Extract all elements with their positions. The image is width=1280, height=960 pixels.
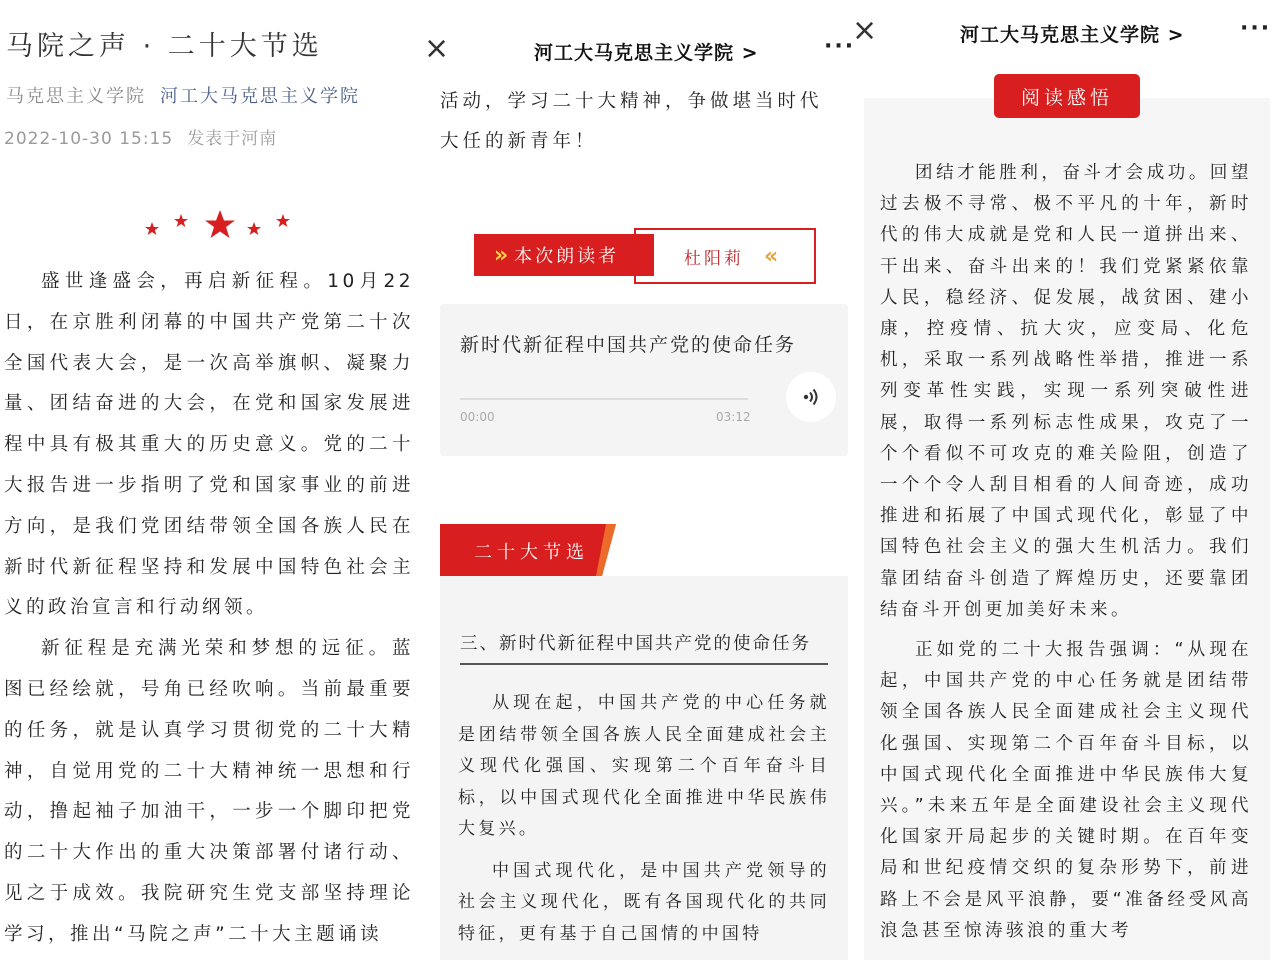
reflection-body: [880, 158, 1252, 956]
publish-location: 发表于河南: [187, 129, 278, 149]
article-title: 马院之声 · 二十大节选: [6, 31, 323, 62]
reader-label: 本次朗读者: [514, 246, 620, 267]
paragraph: 中国式现代化，是中国共产党领导的社会主义现代化，既有各国现代化的共同特征，更有基于自己国情的中国特: [458, 860, 830, 944]
reader-banner: [474, 228, 814, 282]
star-icon: [247, 222, 261, 235]
article-author: 马克思主义学院: [6, 86, 146, 107]
reader-label-box: [474, 234, 654, 276]
close-icon[interactable]: ×: [424, 31, 450, 66]
star-icon: [205, 210, 235, 238]
audio-player[interactable]: [440, 304, 848, 456]
top-bar: [424, 20, 856, 76]
account-title-link[interactable]: 河工大马克思主义学院 >: [534, 42, 759, 64]
double-chevron-left-icon: ‹‹: [764, 243, 775, 269]
article-body: [4, 262, 414, 956]
article-date-line: [4, 124, 277, 149]
paragraph: 盛世逢盛会，再启新征程。10月22日，在京胜利闭幕的中国共产党第二十次全国代表大会，是一次高举旗帜、凝聚力量、团结奋进的大会，在党和国家发展进程中具有极其重大的历史意义。党的二十大报告进一步指明了党和国家事业的前进方向，是我们党团结带领全国各族人民在新时代新征程坚持和发展中国特色社会主义的政治宣言和行动纲领。: [4, 271, 414, 619]
paragraph: 新征程是充满光荣和梦想的远征。蓝图已经绘就，号角已经吹响。当前最重要的任务，就是认真学习贯彻党的二十大精神，自觉用党的二十大精神统一思想和行动，撸起袖子加油干，一步一个脚印把党的二十大作出的重大决策部署付诸行动、见之于成效。我院研究生党支部坚持理论学习，推出“马院之声”二十大主题诵读: [4, 638, 414, 945]
double-chevron-right-icon: ››: [494, 242, 505, 268]
star-icon: [276, 214, 290, 227]
section-heading: 三、新时代新征程中国共产党的使命任务: [460, 630, 828, 665]
account-link[interactable]: 河工大马克思主义学院: [160, 86, 360, 107]
more-icon[interactable]: ···: [1240, 16, 1272, 41]
paragraph: 从现在起，中国共产党的中心任务就是团结带领全国各族人民全面建成社会主义现代化强国、实现第二个百年奋斗目标，以中国式现代化全面推进中华民族伟大复兴。: [458, 693, 830, 839]
star-icon: [174, 214, 188, 227]
audio-play-button[interactable]: [786, 372, 836, 422]
audio-title: 新时代新征程中国共产党的使命任务: [460, 334, 797, 356]
article-panel-middle: [424, 0, 856, 960]
section-tab-label: 二十大节选: [474, 542, 589, 563]
more-icon[interactable]: ···: [824, 34, 856, 59]
star-icon-row: [140, 206, 300, 246]
article-meta: [6, 82, 360, 108]
star-icon: [145, 222, 159, 235]
top-bar: [852, 0, 1280, 56]
audio-current-time: 00:00: [460, 410, 495, 424]
close-icon[interactable]: ×: [852, 13, 878, 48]
paragraph: 正如党的二十大报告强调：“从现在起，中国共产党的中心任务就是团结带领全国各族人民全面建成社会主义现代化强国、实现第二个百年奋斗目标，以中国式现代化全面推进中华民族伟大复兴。”未来五年是全面建设社会主义现代化国家开局起步的关键时期。在百年变局和世纪疫情交织的复杂形势下，前进路上不会是风平浪静，要“准备经受风高浪急甚至惊涛骇浪的重大考: [880, 640, 1252, 941]
reading-reflection-badge: 阅读感悟: [994, 74, 1140, 118]
section-tab: [440, 524, 616, 576]
article-panel-left: [0, 0, 420, 960]
publish-date: 2022-10-30 15:15: [4, 129, 174, 149]
excerpt-body: [458, 688, 830, 960]
reader-name-box: [634, 228, 816, 284]
lead-text: 活动，学习二十大精神，争做堪当时代大任的新青年！: [440, 91, 823, 152]
article-panel-right: [852, 0, 1280, 960]
excerpt-card: [440, 576, 848, 960]
audio-speaker-icon: [799, 385, 823, 409]
paragraph: 团结才能胜利，奋斗才会成功。回望过去极不寻常、极不平凡的十年，新时代的伟大成就是党和人民一道拼出来、干出来、奋斗出来的！我们党紧紧依靠人民，稳经济、促发展，战贫困、建小康，控疫情、抗大灾，应变局、化危机，采取一系列战略性举措，推进一系列变革性实践，实现一系列突破性进展，取得一系列标志性成果，攻克了一个个看似不可攻克的难关险阻，创造了一个个令人刮目相看的人间奇迹，成功推进和拓展了中国式现代化，彰显了中国特色社会主义的强大生机活力。我们靠团结奋斗创造了辉煌历史，还要靠团结奋斗开创更加美好未来。: [880, 163, 1252, 620]
account-title-link[interactable]: 河工大马克思主义学院 >: [960, 24, 1185, 46]
audio-progress-bar[interactable]: [460, 398, 748, 400]
reader-name: 杜阳莉: [684, 248, 744, 269]
audio-duration: 03:12: [716, 410, 751, 424]
